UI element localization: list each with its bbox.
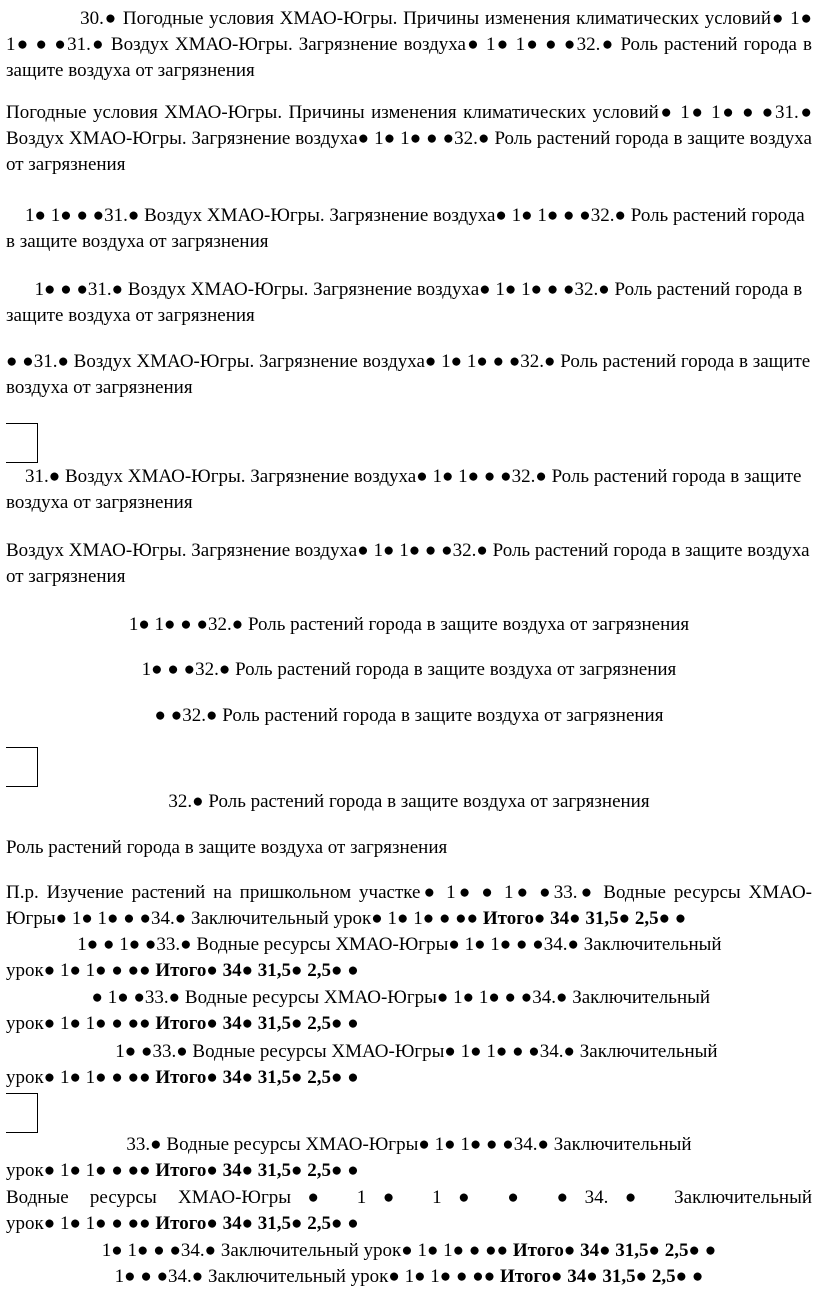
text: 1● 1● ● ●34.● Заключительный урок● 1● 1● ● ●●: [101, 1240, 509, 1261]
line: П.р. Изучение растений на пришкольном участке● 1● ● 1● ●33.● Водные ресурсы ХМАО-: [6, 882, 812, 903]
paragraph-15: [6, 985, 812, 1037]
total: Итого● 34● 31,5● 2,5● ●: [508, 1240, 717, 1261]
line: [6, 1158, 812, 1184]
text: Югры● 1● 1● ● ●34.● Заключительный урок● 1● 1● ● ●●: [6, 908, 479, 929]
line: Водные ресурсы ХМАО-Югры● 1● 1● ● ●34.● Заключительный: [6, 1187, 812, 1208]
paragraph-13: [6, 880, 812, 932]
line: 1● ● 1● ●33.● Водные ресурсы ХМАО-Югры● 1● 1● ● ●34.● Заключительный: [6, 934, 722, 955]
paragraph-5: ● ●31.● Воздух ХМАО-Югры. Загрязнение воздуха● 1● 1● ● ●32.● Роль растений города в защите воздуха от загрязнения: [6, 351, 811, 398]
total: Итого● 34● 31,5● 2,5● ●: [478, 908, 687, 929]
line: 33.● Водные ресурсы ХМАО-Югры● 1● 1● ● ●34.● Заключительный: [126, 1134, 692, 1155]
paragraph-16: [6, 1039, 812, 1091]
paragraph-10: ● ●32.● Роль растений города в защите воздуха от загрязнения: [154, 705, 664, 726]
paragraph-9: 1● ● ●32.● Роль растений города в защите воздуха от загрязнения: [141, 659, 677, 680]
paragraph-11: 32.● Роль растений города в защите воздуха от загрязнения: [168, 791, 650, 812]
line: 1● ●33.● Водные ресурсы ХМАО-Югры● 1● 1● ● ●34.● Заключительный: [6, 1041, 718, 1062]
line: [6, 906, 812, 932]
frame-box: [6, 747, 38, 787]
text: урок● 1● 1● ● ●●: [6, 1013, 151, 1034]
line: [6, 958, 812, 984]
paragraph-12: Роль растений города в защите воздуха от загрязнения: [6, 837, 448, 858]
paragraph-8: 1● 1● ● ●32.● Роль растений города в защите воздуха от загрязнения: [128, 614, 690, 635]
text: урок● 1● 1● ● ●●: [6, 1213, 151, 1234]
total: Итого● 34● 31,5● 2,5● ●: [150, 1067, 359, 1088]
line: ● 1● ●33.● Водные ресурсы ХМАО-Югры● 1● 1● ● ●34.● Заключительный: [6, 987, 711, 1008]
text: урок● 1● 1● ● ●●: [6, 1160, 151, 1181]
paragraph-20: [6, 1264, 812, 1290]
paragraph-4: 1● ● ●31.● Воздух ХМАО-Югры. Загрязнение воздуха● 1● 1● ● ●32.● Роль растений города в защите воздуха от загрязнения: [6, 279, 803, 326]
frame-box: [6, 1093, 38, 1133]
line: [6, 1211, 812, 1237]
paragraph-7: Воздух ХМАО-Югры. Загрязнение воздуха● 1● 1● ● ●32.● Роль растений города в защите воздуха от загрязнения: [6, 540, 810, 587]
total: Итого● 34● 31,5● 2,5● ●: [495, 1266, 704, 1287]
paragraph-6: 31.● Воздух ХМАО-Югры. Загрязнение воздуха● 1● 1● ● ●32.● Роль растений города в защите воздуха от загрязнения: [6, 466, 802, 513]
text: урок● 1● 1● ● ●●: [6, 960, 151, 981]
text: урок● 1● 1● ● ●●: [6, 1067, 151, 1088]
paragraph-18: [6, 1185, 812, 1237]
paragraph-14: [6, 932, 812, 984]
total: Итого● 34● 31,5● 2,5● ●: [150, 1160, 359, 1181]
paragraph-17: [6, 1132, 812, 1184]
paragraph-1: 30.● Погодные условия ХМАО-Югры. Причины изменения климатических условий● 1● 1● ● ●31.● Воздух ХМАО-Югры. Загрязнение воздуха● 1● 1● ● ●32.● Роль растений города в защите воздуха от загрязнения: [6, 8, 812, 81]
paragraph-3: 1● 1● ● ●31.● Воздух ХМАО-Югры. Загрязнение воздуха● 1● 1● ● ●32.● Роль растений города в защите воздуха от загрязнения: [6, 205, 805, 252]
line: [6, 1011, 812, 1037]
frame-box: [6, 423, 38, 463]
text: 1● ● ●34.● Заключительный урок● 1● 1● ● ●●: [114, 1266, 496, 1287]
total: Итого● 34● 31,5● 2,5● ●: [150, 1013, 359, 1034]
paragraph-2: Погодные условия ХМАО-Югры. Причины изменения климатических условий● 1● 1● ● ●31.● Воздух ХМАО-Югры. Загрязнение воздуха● 1● 1● ● ●32.● Роль растений города в защите воздуха от загрязнения: [6, 102, 812, 175]
line: [6, 1065, 812, 1091]
paragraph-19: [6, 1238, 812, 1264]
total: Итого● 34● 31,5● 2,5● ●: [150, 1213, 359, 1234]
total: Итого● 34● 31,5● 2,5● ●: [150, 960, 359, 981]
